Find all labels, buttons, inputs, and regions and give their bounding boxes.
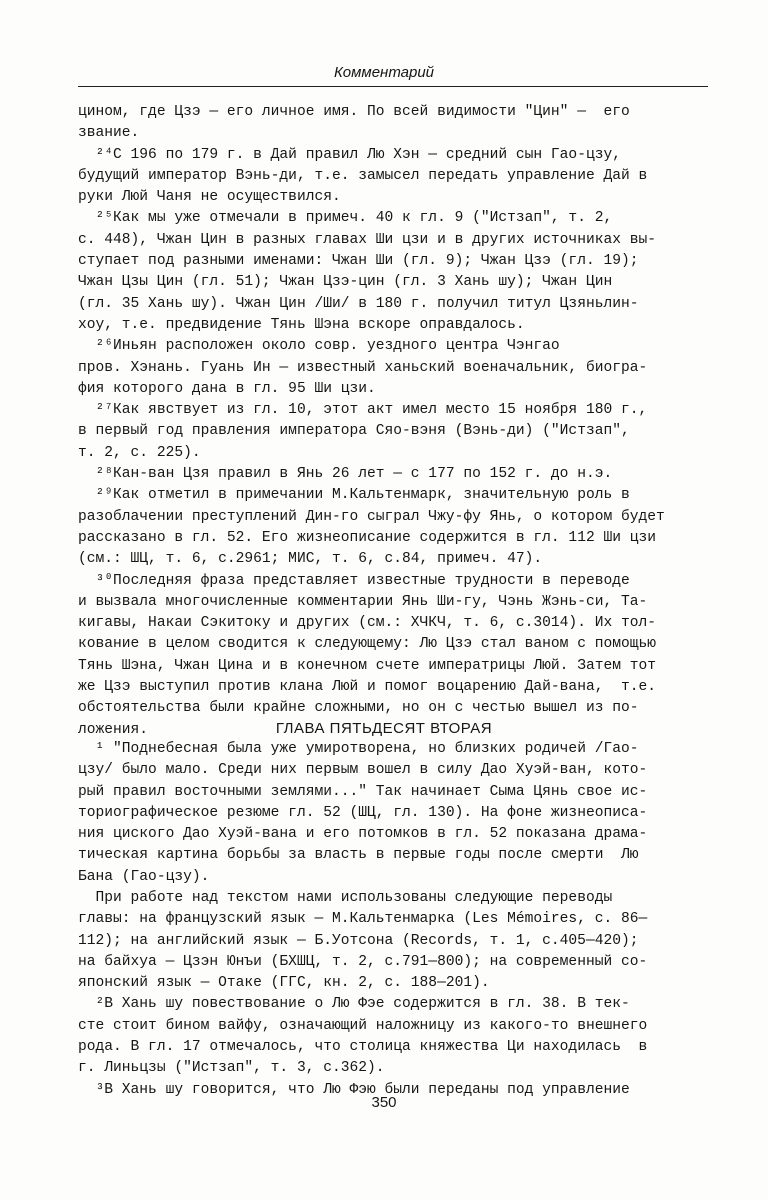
notes-block-2 [78, 739, 710, 888]
text-line: цином, где Цзэ — его личное имя. По всей видимости "Цин" — его [78, 104, 630, 120]
text-line: ложения. [78, 721, 149, 738]
text-line: ²⁵Как мы уже отмечали в примеч. 40 к гл. 9 ("Истзап", т. 2, [78, 210, 613, 227]
text-line: же Цзэ выступил против клана Люй и помог воцарению Дай-вана, т.е. [78, 679, 657, 696]
text-line: ²⁴С 196 по 179 г. в Дай правил Лю Хэн — средний сын Гао-цзу, [78, 146, 621, 163]
text-line: ступает под разными именами: Чжан Ши (гл. 9); Чжан Цзэ (гл. 19); [78, 253, 639, 270]
text-line: ²⁶Иньян расположен около совр. уездного центра Чэнгао [78, 338, 560, 355]
text-line: пров. Хэнань. Гуань Ин — известный ханьский военачальник, биогра- [78, 359, 648, 376]
running-head: Комментарий [333, 64, 435, 81]
text-line: ²⁸Кан-ван Цзя правил в Янь 26 лет — с 177 по 152 г. до н.э. [78, 466, 613, 483]
text-line: ториографическое резюме гл. 52 (ШЦ, гл. 130). На фоне жизнеописа- [78, 804, 648, 821]
text-line: При работе над текстом нами использованы следующие переводы [78, 890, 613, 906]
text-line: руки Люй Чаня не осуществился. [78, 189, 341, 206]
text-line: в первый год правления императора Сяо-вэня (Вэнь-ди) ("Истзап", [78, 423, 630, 440]
text-line: цзу/ было мало. Среди них первым вошел в силу Дао Хуэй-ван, кото- [78, 762, 648, 779]
page-number: 350 [371, 1094, 397, 1111]
text-line: рый правил восточными землями..." Так начинает Сыма Цянь свое ис- [78, 783, 648, 800]
text-line: на байхуа — Цзэн Юнъи (БХШЦ, т. 2, с.791—800); на современный со- [78, 953, 648, 970]
text-line: и вызвала многочисленные комментарии Янь Ши-гу, Чэнь Жэнь-си, Та- [78, 593, 648, 610]
text-line: рассказано в гл. 52. Его жизнеописание содержится в гл. 112 Ши цзи [78, 529, 657, 546]
text-line: Чжан Цзы Цин (гл. 51); Чжан Цзэ-цин (гл. 3 Хань шу); Чжан Цин [78, 274, 613, 291]
text-line: японский язык — Отаке (ГГС, кн. 2, с. 188—201). [78, 975, 490, 992]
text-line: звание. [78, 125, 140, 142]
text-line: (гл. 35 Хань шу). Чжан Цин /Ши/ в 180 г. получил титул Цзяньлин- [78, 295, 639, 312]
text-line: кигавы, Накаи Сэкитоку и других (см.: ХЧКЧ, т. 6, с.3014). Их тол- [78, 615, 657, 632]
text-line: рода. В гл. 17 отмечалось, что столица княжества Ци находилась в [78, 1039, 648, 1056]
text-line: (см.: ШЦ, т. 6, с.2961; МИС, т. 6, с.84, примеч. 47). [78, 551, 543, 568]
text-line: главы: на французский язык — М.Кальтенмарка (Les Mémoires, с. 86— [78, 911, 648, 928]
text-line: ²⁷Как явствует из гл. 10, этот акт имел место 15 ноября 180 г., [78, 402, 648, 419]
text-line: хоу, т.е. предвидение Тянь Шэна вскоре оправдалось. [78, 316, 525, 333]
text-line: кование в целом сводится к следующему: Лю Цзэ стал ваном с помощью [78, 636, 657, 653]
text-line: ³В Хань шу говорится, что Лю Фэю были переданы под управление [78, 1081, 630, 1098]
header-rule [78, 86, 708, 87]
text-line: сте стоит бином вайфу, означающий наложницу из какого-то внешнего [78, 1017, 648, 1034]
text-line: т. 2, с. 225). [78, 444, 201, 461]
text-line: ния циского Дао Хуэй-вана и его потомков в гл. 52 показана драма- [78, 826, 648, 843]
text-line: будущий император Вэнь-ди, т.е. замысел передать управление Дай в [78, 167, 648, 184]
text-line: г. Линьцзы ("Истзап", т. 3, с.362). [78, 1060, 385, 1077]
text-line: тическая картина борьбы за власть в первые годы после смерти Лю [78, 847, 639, 864]
text-line: с. 448), Чжан Цин в разных главах Ши цзи и в других источниках вы- [78, 231, 657, 248]
text-line: ³⁰Последняя фраза представляет известные трудности в переводе [78, 572, 630, 589]
notes-block-3 [78, 888, 710, 1101]
text-line: разоблачении преступлений Дин-го сыграл Чжу-фу Янь, о котором будет [78, 508, 665, 525]
text-line: ²⁹Как отметил в примечании М.Кальтенмарк, значительную роль в [78, 487, 630, 504]
notes-block-1 [78, 102, 710, 741]
text-line: 112); на английский язык — Б.Уотсона (Records, т. 1, с.405—420); [78, 932, 639, 949]
text-line: ¹ "Поднебесная была уже умиротворена, но близких родичей /Гао- [78, 741, 639, 757]
text-line: Тянь Шэна, Чжан Цина и в конечном счете императрицы Люй. Затем тот [78, 657, 657, 674]
text-line: ²В Хань шу повествование о Лю Фэе содержится в гл. 38. В тек- [78, 996, 630, 1013]
text-line: фия которого дана в гл. 95 Ши цзи. [78, 380, 376, 397]
text-line: Бана (Гао-цзу). [78, 868, 210, 885]
chapter-title: ГЛАВА ПЯТЬДЕСЯТ ВТОРАЯ [275, 720, 493, 737]
text-line: обстоятельства были крайне сложными, но он с честью вышел из по- [78, 700, 639, 717]
